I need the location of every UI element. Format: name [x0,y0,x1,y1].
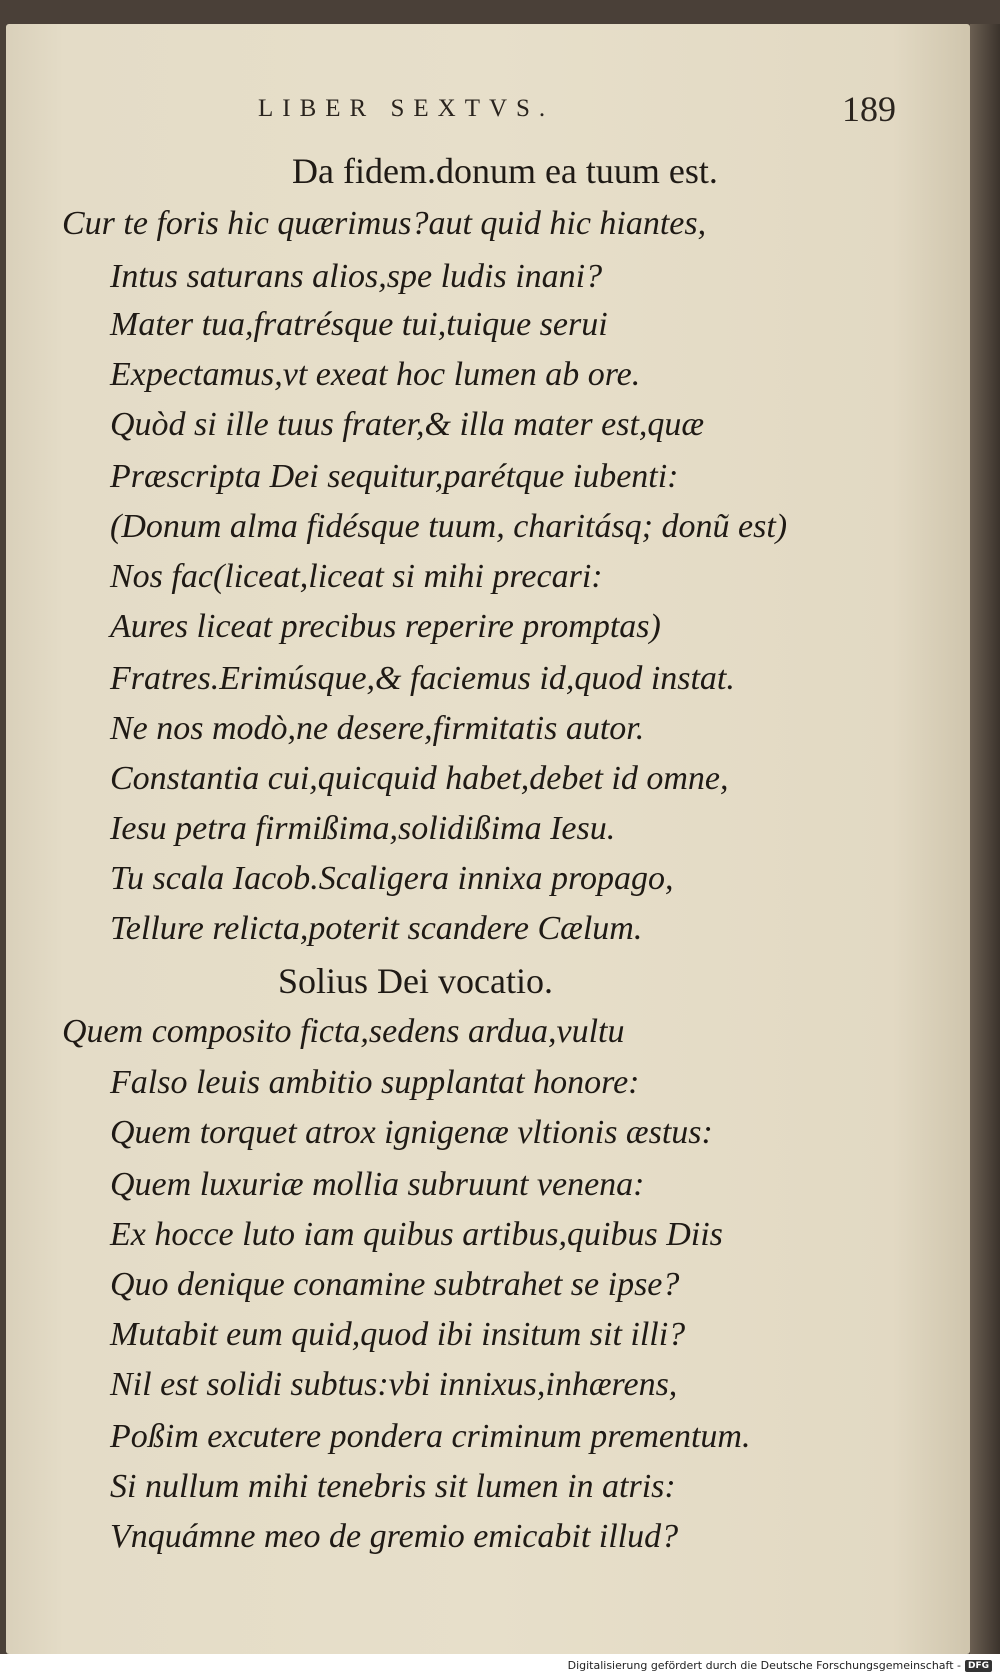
verse-line: (Donum alma fidésque tuum, charitásq; donũ est) [110,508,788,545]
digitization-credit [568,1659,992,1672]
verse-line: Quo denique conamine subtrahet se ipse? [110,1266,680,1303]
verse-line: Tellure relicta,poterit scandere Cælum. [110,910,643,947]
verse-line: Iesu petra firmißima,solidißima Iesu. [110,810,616,847]
section-title-vocation: Solius Dei vocatio. [278,961,553,1001]
verse-line: Tu scala Iacob.Scaligera innixa propago, [110,860,674,897]
verse-line: Poßim excutere pondera criminum prementum. [110,1418,751,1455]
verse-line: Nil est solidi subtus:vbi innixus,inhærens, [110,1366,678,1403]
verse-line: Mutabit eum quid,quod ibi insitum sit illi? [110,1316,686,1353]
verse-line: Quem torquet atrox ignigenæ vltionis æstus: [110,1114,713,1151]
verse-line: Nos fac(liceat,liceat si mihi precari: [110,558,603,595]
verse-line: Quòd si ille tuus frater,& illa mater est,quæ [110,406,705,443]
verse-line: Ne nos modò,ne desere,firmitatis autor. [110,710,645,747]
page-number: 189 [842,89,896,129]
running-title: LIBER SEXTVS. [258,95,555,122]
verse-line: Aures liceat precibus reperire promptas) [110,608,661,645]
page-edge-shadow [970,24,1000,1654]
verse-line: Constantia cui,quicquid habet,debet id omne, [110,760,729,797]
verse-line: Mater tua,fratrésque tui,tuique serui [110,306,608,343]
verse-line: Fratres.Erimúsque,& faciemus id,quod instat. [110,660,735,697]
section-title-faith: Da fidem.donum ea tuum est. [292,151,718,191]
verse-line: Cur te foris hic quærimus?aut quid hic hiantes, [62,205,707,242]
verse-line: Expectamus,vt exeat hoc lumen ab ore. [110,356,641,393]
verse-line: Ex hocce luto iam quibus artibus,quibus Diis [110,1216,723,1253]
credit-text: Digitalisierung gefördert durch die Deutsche Forschungsgemeinschaft - [567,1659,961,1672]
verse-line: Si nullum mihi tenebris sit lumen in atris: [110,1468,676,1505]
verse-line: Præscripta Dei sequitur,parétque iubenti: [110,458,679,495]
verse-line: Intus saturans alios,spe ludis inani? [110,258,603,295]
verse-line: Falso leuis ambitio supplantat honore: [110,1064,640,1101]
verse-line: Quem composito ficta,sedens ardua,vultu [62,1013,625,1050]
dfg-logo: DFG [965,1660,992,1672]
verse-line: Quem luxuriæ mollia subruunt venena: [110,1166,645,1203]
verse-line: Vnquámne meo de gremio emicabit illud? [110,1518,679,1555]
